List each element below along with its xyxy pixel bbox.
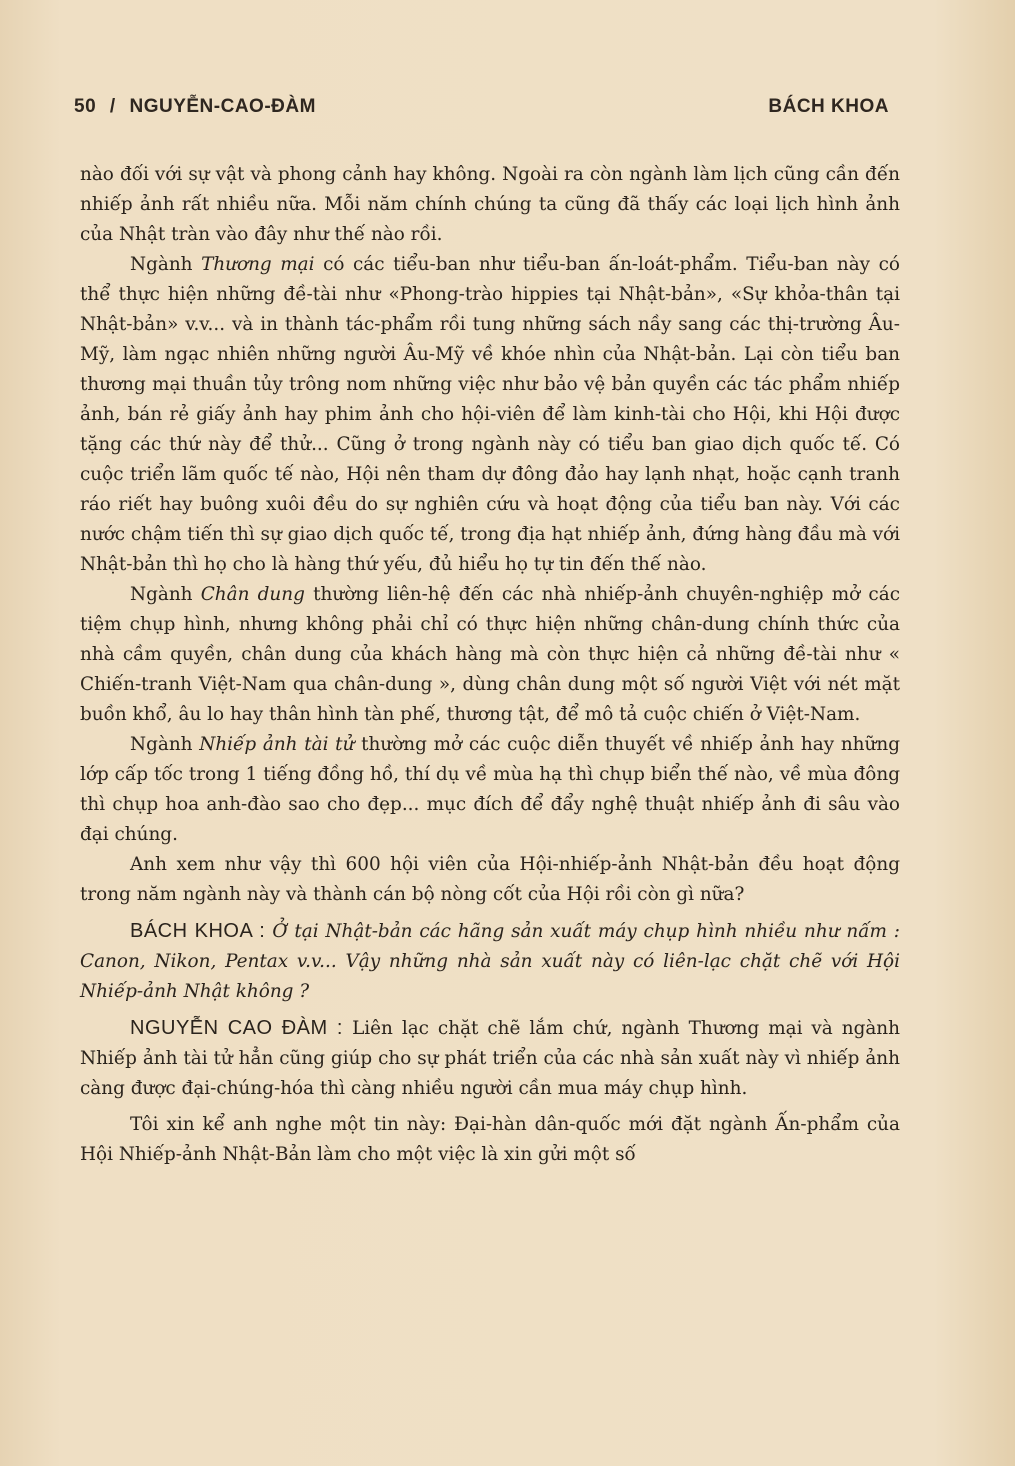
italic-text: Thương mại — [201, 254, 315, 275]
paragraph — [80, 730, 900, 850]
speaker-label: NGUYỄN CAO ĐÀM : — [130, 1017, 353, 1039]
paragraph — [80, 580, 900, 730]
paragraph — [80, 250, 900, 580]
paragraph — [80, 1110, 900, 1170]
speaker-label: BÁCH KHOA : — [130, 920, 273, 942]
body-text: Anh xem như vậy thì 600 hội viên của Hội-nhiếp-ảnh Nhật-bản đều hoạt động trong năm ngành này và thành cán bộ nòng cốt của Hội rồi còn gì nữa? — [80, 854, 900, 905]
paragraph — [80, 160, 900, 250]
body-text: Ngành — [130, 254, 202, 275]
page-number: 50 — [74, 96, 97, 117]
italic-text: Ở tại Nhật-bản các hãng sản xuất máy chụp hình nhiều như nấm : Canon, Nikon, Pentax v.v... Vậy những nhà sản xuất này có liên-lạc chặt chẽ với Hội Nhiếp-ảnh Nhật không ? — [80, 921, 900, 1002]
body-text: Ngành — [130, 584, 201, 605]
paragraph — [80, 850, 900, 910]
italic-text: Nhiếp ảnh tài tử — [199, 734, 355, 755]
paragraph — [80, 916, 900, 1007]
body-text: có các tiểu-ban như tiểu-ban ấn-loát-phẩm. Tiểu-ban này có thể thực hiện những đề-tài như «Phong-trào hippies tại Nhật-bản», «Sự khỏa-thân tại Nhật-bản» v.v... và in thành tác-phẩm rồi tung những sách nầy sang các thị-trường Âu-Mỹ, làm ngạc nhiên những người Âu-Mỹ về khóe nhìn của Nhật-bản. Lại còn tiểu ban thương mại thuần tủy trông nom những việc như bảo vệ bản quyền các tác phẩm nhiếp ảnh, bán rẻ giấy ảnh hay phim ảnh cho hội-viên để làm kinh-tài cho Hội, khi Hội được tặng các thứ này để thử... Cũng ở trong ngành này có tiểu ban giao dịch quốc tế. Có cuộc triển lãm quốc tế nào, Hội nên tham dự đông đảo hay lạnh nhạt, hoặc cạnh tranh ráo riết hay buông xuôi đều do sự nghiên cứu và hoạt động của tiểu ban này. Với các nước chậm tiến thì sự giao dịch quốc tế, trong địa hạt nhiếp ảnh, đứng hàng đầu mà với Nhật-bản thì họ cho là hàng thứ yếu, đủ hiểu họ tự tin đến thế nào. — [80, 254, 901, 575]
body-text: thường liên-hệ đến các nhà nhiếp-ảnh chuyên-nghiệp mở các tiệm chụp hình, nhưng không phải chỉ có thực hiện những chân-dung chính thức của nhà cầm quyền, chân dung của khách hàng mà còn thực hiện cả những đề-tài như « Chiến-tranh Việt-Nam qua chân-dung », dùng chân dung một số người Việt với nét mặt buồn khổ, âu lo hay thân hình tàn phế, thương tật, để mô tả cuộc chiến ở Việt-Nam. — [80, 584, 900, 725]
publication-name: BÁCH KHOA — [768, 96, 889, 117]
header-separator: / — [109, 96, 116, 117]
header-left — [74, 96, 324, 118]
body-text: Liên lạc chặt chẽ lắm chứ, ngành Thương mại và ngành Nhiếp ảnh tài tử hẳn cũng giúp cho sự phát triển của các nhà sản xuất này vì nhiếp ảnh càng được đại-chúng-hóa thì càng nhiều người cần mua máy chụp hình. — [80, 1018, 900, 1099]
article-body — [80, 160, 900, 1170]
body-text: Ngành — [130, 734, 200, 755]
paragraph — [80, 1013, 900, 1104]
italic-text: Chân dung — [200, 584, 305, 605]
body-text: nào đối với sự vật và phong cảnh hay không. Ngoài ra còn ngành làm lịch cũng cần đến nhiếp ảnh rất nhiều nữa. Mỗi năm chính chúng ta cũng đã thấy các loại lịch hình ảnh của Nhật tràn vào đây như thế nào rồi. — [80, 164, 900, 245]
body-text: Tôi xin kể anh nghe một tin này: Đại-hàn dân-quốc mới đặt ngành Ấn-phẩm của Hội Nhiếp-ảnh Nhật-Bản làm cho một việc là xin gửi một số — [80, 1114, 900, 1165]
body-text: thường mở các cuộc diễn thuyết về nhiếp ảnh hay những lớp cấp tốc trong 1 tiếng đồng hồ, thí dụ về mùa hạ thì chụp biển thế nào, về mùa đông thì chụp hoa anh-đào sao cho đẹp... mục đích để đẩy nghệ thuật nhiếp ảnh đi sâu vào đại chúng. — [80, 734, 900, 845]
author-name: NGUYỄN-CAO-ĐÀM — [129, 96, 316, 117]
running-header — [74, 96, 889, 118]
